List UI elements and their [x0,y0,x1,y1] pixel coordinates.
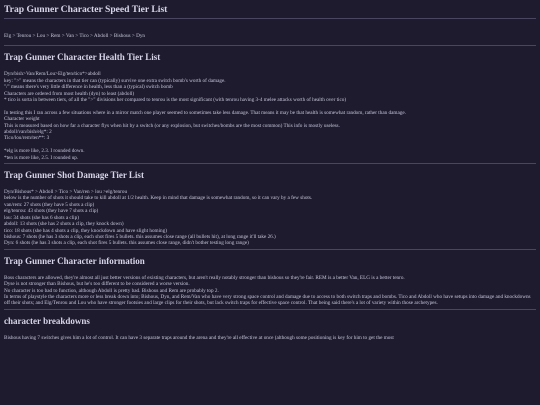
character-breakdowns-title: character breakdowns [4,315,90,326]
divider [4,249,536,250]
text-line: Character weight [4,116,40,123]
speed-tier-order: Elg > Tenrou > Lou > Rem > Van > Tico > Abdoll > Bishous > Dyn [4,33,146,39]
text-line: *ten is more like, 2.5. I rounded up. [4,154,79,161]
character-info-body [4,275,536,307]
text-line: This is measured based on how far a character flys when hit by a switch (or any explosion, but switches/bombs are the most common) This info is mostly useless. [4,122,340,129]
divider [4,18,536,19]
shot-damage-title: Trap Gunner Shot Damage Tier List [4,170,144,181]
text-line: abdoll/van/bish/elg*: 2 [4,129,52,136]
text-line: tico: 18 shots (she has 4 shots a clip, they knockdown and have slight homing) [4,227,167,234]
character-info-title: Trap Gunner Character information [4,255,145,266]
shot-damage-body [4,189,536,247]
text-line: Dyse is not stronger than Bishous, but he's too different to be considered a worse version. [4,281,190,288]
text-line: Tico/lou/rem/ten**: 3 [4,135,50,142]
text-line: * tico is sorta in between tiers, of all the ">" divisions her compared to tenrou is the most significant (with tenrou having 3-4 melee attacks worth of health over tico) [4,97,347,104]
health-tier-body [4,71,536,161]
text-line: below is the number of shots it should take to kill abdoll at 1/2 health. Keep in mind that damage is somewhat random, so it can vary by a few shots. [4,195,313,202]
text-line: "/" means there's very little difference in health, less than a (typical) switch bomb [4,84,173,91]
text-line: key: ">" means the characters in that tier can (typically) survive one extra switch bomb's worth of damage. [4,77,226,84]
text-line: Dyn/bish>Van/Rem/Lou>Elg/ten/tico*>abdoll [4,71,101,78]
divider [4,45,536,46]
text-line: No character is too bad to function, although Abdoll is pretty bad. Bishous and Rem are probably top 2. [4,287,219,294]
text-line: Characters are ordered from most health (dyn) to least (abdoll) [4,90,135,97]
text-line: van/rem: 27 shots (they have 5 shots a clip) [4,201,95,208]
speed-tier-title: Trap Gunner Character Speed Tier List [4,4,168,15]
text-line: Dyn: 6 shots (he has 3 shots a clip, each shot fires 5 bullets. this assumes close range, didn't bother testing long range) [4,240,249,247]
divider [4,309,536,310]
text-line: *elg is more like, 2.3. I rounded down. [4,148,85,155]
text-line: Boss characters are allowed, they're almost all just better versions of existing characters, but aren't really notably stronger than bishous so they're fair. REM is a better Van, ELG is a better tenro. [4,274,405,281]
health-tier-title: Trap Gunner Character Health Tier List [4,52,161,63]
divider [4,163,536,164]
text-line: bishous: 7 shots (he has 3 shots a clip, each shot fires 5 bullets. this assumes close range (all bullets hit), at long range it'll take 26.) [4,233,276,240]
text-line: In terms of playstyle the characters more or less break down into; Bishous, Dyn, and Rem/Van who have very strong space control and damage due to access to both switch traps and bombs. Tico and Abdoll who have setups into damage and knockdowns off their shots; and Elg/Tenrou and Lou who have stronger footsies and large clips for their shots, but lack switch traps for effective space control. That being said there's a lot of variety within those archetypes. [4,293,531,307]
text-line: lou: 34 shots (she has 6 shots a clip) [4,214,79,221]
text-line: In testing this I ran across a few situations where in a mirror match one player seemed to sometimes take less damage. That means it may be that health is somewhat random, rather than damage. [4,109,406,116]
text-line: elg/tenrou: 43 shots (they have 7 shots a clip) [4,208,99,215]
breakdown-text: Bishous having 7 switches gives him a lot of control. It can have 3 separate traps around the arena and they're all effective at once (although some positioning is key for him to get the most [4,334,394,341]
text-line: abdoll: 13 shots (she has 2 shots a clip, they knock down) [4,221,124,228]
text-line: Dyn/Bishous* > Abdoll > Tico > Van/ren > lou >elg/tenrou [4,189,128,196]
